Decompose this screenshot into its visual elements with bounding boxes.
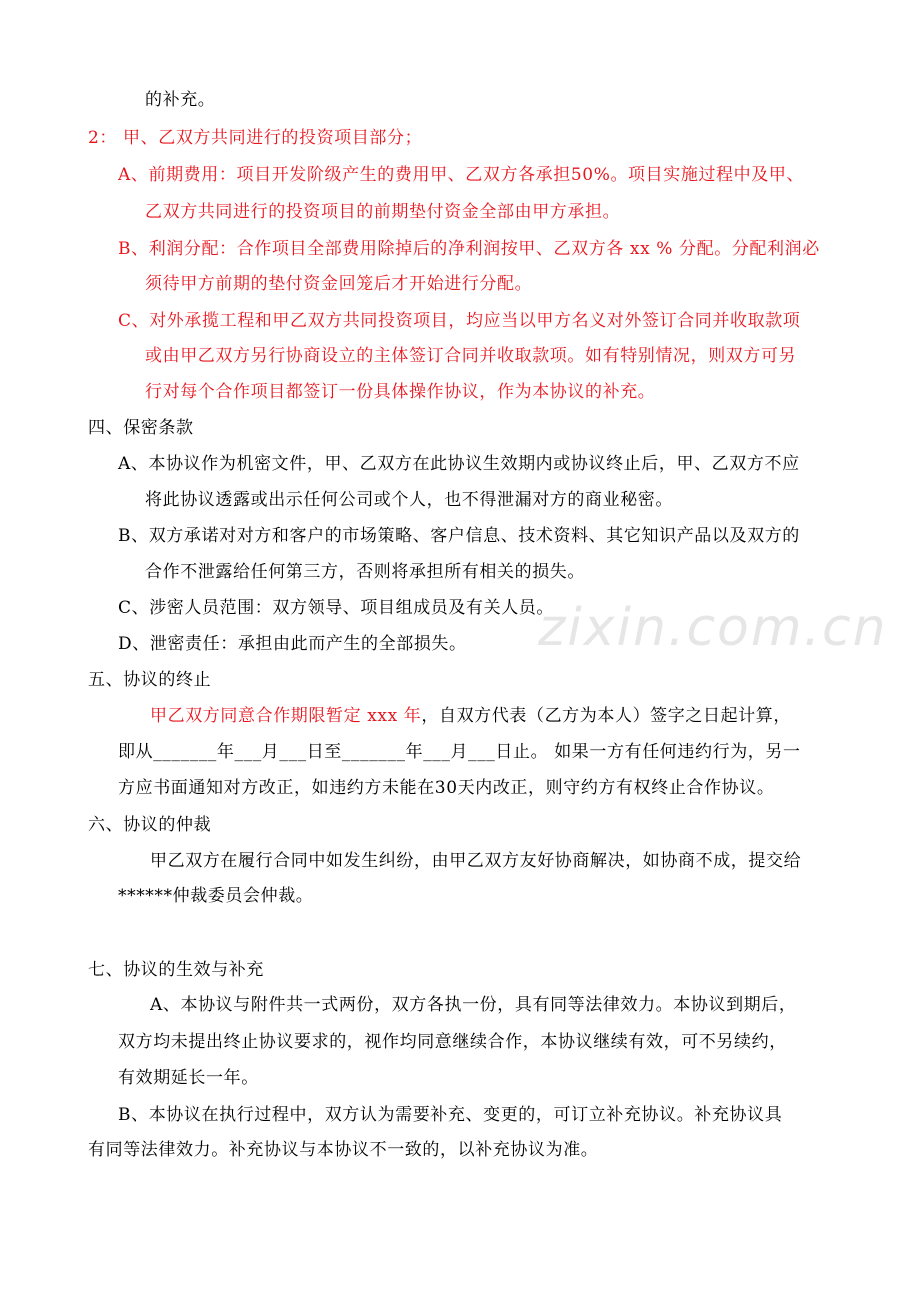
paragraph-line: 将此协议透露或出示任何公司或个人，也不得泄漏对方的商业秘密。 bbox=[145, 490, 673, 510]
watermark: zixin.com.cn bbox=[538, 598, 888, 658]
term-text-tail: ，自双方代表（乙方为本人）签字之日起计算， bbox=[421, 706, 791, 726]
section-heading: 2： 甲、乙双方共同进行的投资项目部分； bbox=[88, 128, 423, 148]
section-heading: 五、协议的终止 bbox=[88, 670, 212, 690]
paragraph-line: 的补充。 bbox=[145, 90, 216, 110]
paragraph-line: 或由甲乙双方另行协商设立的主体签订合同并收取款项。如有特别情况，则双方可另 bbox=[145, 346, 797, 366]
paragraph-line: 有同等法律效力。补充协议与本协议不一致的，以补充协议为准。 bbox=[88, 1140, 599, 1160]
paragraph-line: A、本协议作为机密文件，甲、乙双方在此协议生效期内或协议终止后，甲、乙双方不应 bbox=[118, 454, 800, 474]
paragraph-line: ******仲裁委员会仲裁。 bbox=[118, 886, 314, 906]
paragraph-line: 双方均未提出终止协议要求的，视作均同意继续合作，本协议继续有效，可不另续约， bbox=[118, 1032, 787, 1052]
paragraph-line: A、本协议与附件共一式两份，双方各执一份，具有同等法律效力。本协议到期后， bbox=[150, 995, 797, 1015]
paragraph-line: 方应书面通知对方改正，如违约方未能在30天内改正，则守约方有权终止合作协议。 bbox=[118, 778, 775, 798]
paragraph-line: B、本协议在执行过程中，双方认为需要补充、变更的，可订立补充协议。补充协议具 bbox=[118, 1105, 783, 1125]
paragraph-line: 合作不泄露给任何第三方，否则将承担所有相关的损失。 bbox=[145, 562, 585, 582]
paragraph-line: 乙双方共同进行的投资项目的前期垫付资金全部由甲方承担。 bbox=[145, 202, 621, 222]
paragraph-line: 即从_______年___月___日至_______年___月___日止。 如果一方有任何违约行为，另一 bbox=[118, 742, 801, 762]
paragraph-line: 须待甲方前期的垫付资金回笼后才开始进行分配。 bbox=[145, 274, 533, 294]
paragraph-line: B、利润分配：合作项目全部费用除掉后的净利润按甲、乙双方各 xx % 分配。分配利润必 bbox=[118, 239, 820, 259]
section-heading: 六、协议的仲裁 bbox=[88, 815, 212, 835]
section-heading: 七、协议的生效与补充 bbox=[88, 960, 264, 980]
paragraph-line: B、双方承诺对对方和客户的市场策略、客户信息、技术资料、其它知识产品以及双方的 bbox=[118, 526, 800, 546]
term-text: 甲乙双方同意合作期限暂定 xxx 年 bbox=[150, 706, 422, 726]
paragraph-line: A、前期费用：项目开发阶级产生的费用甲、乙双方各承担50%。项目实施过程中及甲、 bbox=[118, 165, 805, 185]
section-heading: 四、保密条款 bbox=[88, 418, 194, 438]
paragraph-line: D、泄密责任：承担由此而产生的全部损失。 bbox=[118, 634, 467, 654]
paragraph-line: 行对每个合作项目都签订一份具体操作协议，作为本协议的补充。 bbox=[145, 382, 656, 402]
paragraph-line: 有效期延长一年。 bbox=[118, 1068, 259, 1088]
paragraph-line bbox=[150, 706, 791, 726]
paragraph-line: C、涉密人员范围：双方领导、项目组成员及有关人员。 bbox=[118, 598, 555, 618]
paragraph-line: 甲乙双方在履行合同中如发生纠纷，由甲乙双方友好协商解决，如协商不成，提交给 bbox=[150, 851, 802, 871]
paragraph-line: C、对外承揽工程和甲乙双方共同投资项目，均应当以甲方名义对外签订合同并收取款项 bbox=[118, 311, 801, 331]
